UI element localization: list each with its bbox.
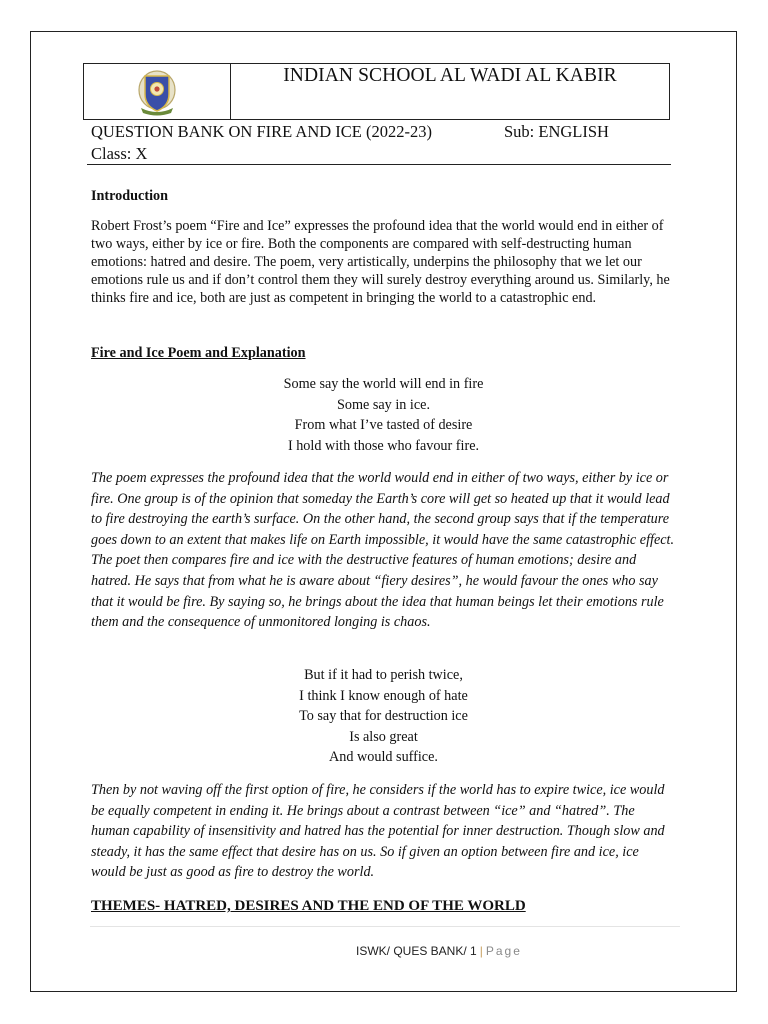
title-divider — [87, 164, 671, 165]
page-word: Page — [485, 944, 522, 958]
footer-label: ISWK/ QUES BANK/ — [356, 944, 467, 958]
page-number: 1 — [470, 944, 477, 958]
school-crest-icon — [135, 68, 179, 116]
poem-line: I hold with those who favour fire. — [287, 437, 480, 454]
poem-line: To say that for destruction ice — [299, 708, 468, 724]
poem-line: From what I’ve tasted of desire — [294, 417, 473, 433]
footer-divider — [90, 926, 680, 927]
poem-stanza-2 — [91, 665, 676, 768]
logo-cell — [84, 64, 231, 119]
page-footer — [356, 944, 522, 958]
school-name: INDIAN SCHOOL AL WADI AL KABIR — [283, 65, 617, 86]
introduction-heading: Introduction — [91, 188, 168, 204]
header-table — [83, 63, 670, 120]
poem-line: I think I know enough of hate — [299, 687, 468, 704]
poem-section-heading: Fire and Ice Poem and Explanation — [91, 345, 306, 361]
title-block — [91, 121, 671, 165]
poem-line: And would suffice. — [329, 749, 438, 765]
introduction-paragraph: Robert Frost’s poem “Fire and Ice” expresses the profound idea that the world would end in either of two ways, either by ice or fire. Both the components are compared with self-destructing human emotions: hatred and desire. The poem, very artistically, underpins the philosophy that we let our emotions rule us and if don’t control them they will surely destroy everything around us. Similarly, he thinks fire and ice, both are just as competent in bringing the world to a catastrophic end. — [91, 218, 670, 307]
explanation-paragraph-1: The poem expresses the profound idea that the world would end in either of two ways, either by ice or fire. One group is of the opinion that someday the Earth’s core will get so heated up that it would lead to fire destroying the earth’s surface. On the other hand, the second group says that if the temperature goes down to an extent that makes life on Earth impossible, it would have the same catastrophic effect. The poet then compares fire and ice with the destructive features of human emotions; desire and hatred. He says that from what he is aware about “fiery desires”, he would favour the ones who say that it would be fire. By saying so, he brings about the idea that human beings let their emotions rule them and the consequence of unmonitored longing is chaos. — [91, 470, 675, 631]
themes-heading: THEMES- HATRED, DESIRES AND THE END OF THE WORLD — [91, 898, 526, 914]
poem-line: Some say the world will end in fire — [283, 376, 484, 392]
poem-line: Some say in ice. — [337, 396, 430, 413]
poem-stanza-1 — [91, 374, 676, 456]
poem-line: Is also great — [349, 728, 418, 745]
class-label: Class: X — [91, 144, 148, 163]
subject-label: Sub: ENGLISH — [504, 122, 609, 141]
footer-separator: | — [479, 944, 483, 958]
explanation-paragraph-2: Then by not waving off the first option of fire, he considers if the world has to expire twice, ice would be equally competent in ending it. He brings about a contrast between “ice” and “hatred”. The human capability of insensitivity and hatred has the potential for inner destruction. Though slow and steady, it has the same effect that desire has on us. So if given an option between fire and ice, ice would be just as good as fire to destroy the world. — [91, 782, 665, 881]
question-bank-title: QUESTION BANK ON FIRE AND ICE (2022-23) — [91, 122, 432, 141]
poem-line: But if it had to perish twice, — [304, 667, 463, 683]
